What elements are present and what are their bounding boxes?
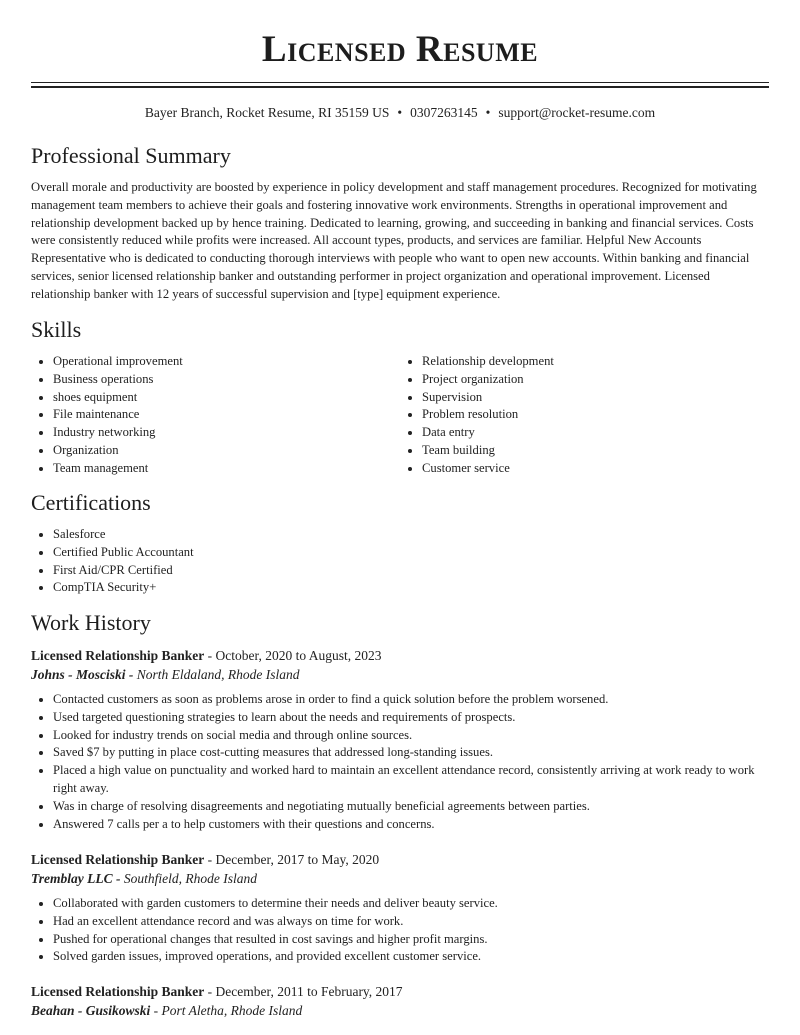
- job-bullet: • Saved $7 by putting in place cost-cutting measures that addressed long-standing issues.: [53, 744, 769, 762]
- job-bullets: [31, 691, 769, 833]
- job-location: Port Aletha, Rhode Island: [161, 1003, 303, 1018]
- contact-phone: 0307263145: [410, 105, 478, 120]
- job-bullets: [31, 895, 769, 966]
- job-bullet: • Used targeted questioning strategies to learn about the needs and requirements of prospects.: [53, 709, 769, 727]
- header-divider-thin: [31, 82, 769, 83]
- summary-heading: Professional Summary: [31, 143, 231, 168]
- job-entry: [31, 646, 769, 833]
- job-company: Johns - Mosciski: [31, 667, 126, 682]
- skill-item: • Organization: [53, 442, 400, 460]
- job-bullet: • Placed a high value on punctuality and worked hard to maintain an excellent attendance record, consistently arriving at work ready to work right away.: [53, 762, 769, 798]
- skill-item: • Industry networking: [53, 424, 400, 442]
- skill-item: • Relationship development: [422, 353, 769, 371]
- job-company-line: [31, 665, 769, 685]
- job-title: Licensed Relationship Banker: [31, 648, 205, 663]
- job-dash: -: [150, 1003, 162, 1018]
- certification-item: • CompTIA Security+: [53, 579, 194, 597]
- skill-item: • shoes equipment: [53, 389, 400, 407]
- job-dash: -: [125, 667, 137, 682]
- job-title: Licensed Relationship Banker: [31, 984, 205, 999]
- job-bullet: • Had an excellent attendance record and was always on time for work.: [53, 913, 769, 931]
- header-divider-thick: [31, 86, 769, 88]
- resume-name: Licensed Resume: [261, 29, 539, 70]
- contact-email: support@rocket-resume.com: [498, 105, 656, 120]
- resume-page: [31, 0, 769, 1018]
- job-dash: -: [204, 648, 216, 663]
- contact-address: Bayer Branch, Rocket Resume, RI 35159 US: [144, 105, 390, 120]
- skill-item: • Supervision: [422, 389, 769, 407]
- job-dash: -: [204, 852, 216, 867]
- contact-separator: •: [485, 105, 491, 120]
- skill-item: • Customer service: [422, 460, 769, 478]
- job-bullet: • Contacted customers as soon as problems arose in order to find a quick solution before the problem worsened.: [53, 691, 769, 709]
- certification-item: • Salesforce: [53, 526, 194, 544]
- summary-text: Overall morale and productivity are boosted by experience in policy development and staff management procedures. Recognized for motivating management team members to achieve their goals and fostering innovative work environments. Strengths in operational improvement and relationship development backed up by hence training. Dedicated to learning, growing, and succeeding in banking and financial services. Costs were consistently reduced while profits were increased. All account types, products, and services are familiar. Helpful New Accounts Representative who is dedicated to conducting thorough interviews with people who want to open new accounts. Within banking and financial services, senior licensed relationship banker and outstanding performer in project organization and operational improvement. Licensed relationship banker with 12 years of successful supervision and [type] equipment experience.: [31, 180, 757, 301]
- skills-list: [31, 353, 769, 478]
- job-dates: December, 2011 to February, 2017: [215, 984, 403, 999]
- skill-item: • Data entry: [422, 424, 769, 442]
- job-company: Beahan - Gusikowski: [31, 1003, 151, 1018]
- job-dates: December, 2017 to May, 2020: [215, 852, 380, 867]
- job-location: Southfield, Rhode Island: [123, 871, 257, 886]
- skills-column-left: [31, 353, 400, 478]
- job-header: [31, 982, 769, 1001]
- job-dash: -: [112, 871, 124, 886]
- skill-item: • Team management: [53, 460, 400, 478]
- job-bullet: • Was in charge of resolving disagreements and negotiating mutually beneficial agreements between parties.: [53, 798, 769, 816]
- job-entry: [31, 850, 769, 966]
- job-company: Tremblay LLC: [31, 871, 113, 886]
- job-bullet: • Solved garden issues, improved operations, and provided excellent customer service.: [53, 948, 769, 966]
- job-entry: [31, 982, 769, 1021]
- certification-item: • First Aid/CPR Certified: [53, 562, 194, 580]
- job-bullet: • Collaborated with garden customers to determine their needs and deliver beauty service.: [53, 895, 769, 913]
- skill-item: • Business operations: [53, 371, 400, 389]
- job-bullet: • Answered 7 calls per a to help customers with their questions and concerns.: [53, 816, 769, 834]
- skill-item: • Project organization: [422, 371, 769, 389]
- work-history-heading: Work History: [31, 610, 151, 635]
- job-dash: -: [204, 984, 216, 999]
- contact-separator: •: [397, 105, 403, 120]
- job-header: [31, 850, 769, 869]
- certifications-list: [31, 526, 194, 597]
- job-company-line: [31, 869, 769, 889]
- job-company-line: [31, 1001, 769, 1021]
- skill-item: • Problem resolution: [422, 406, 769, 424]
- skill-item: • Operational improvement: [53, 353, 400, 371]
- job-bullet: • Pushed for operational changes that resulted in cost savings and higher profit margins.: [53, 931, 769, 949]
- job-title: Licensed Relationship Banker: [31, 852, 205, 867]
- job-dates: October, 2020 to August, 2023: [215, 648, 382, 663]
- skills-column-right: [400, 353, 769, 478]
- contact-line: [31, 104, 769, 122]
- skills-heading: Skills: [31, 317, 82, 342]
- job-bullet: • Looked for industry trends on social media and through online sources.: [53, 727, 769, 745]
- skill-item: • Team building: [422, 442, 769, 460]
- job-location: North Eldaland, Rhode Island: [136, 667, 300, 682]
- job-header: [31, 646, 769, 665]
- certifications-heading: Certifications: [31, 490, 151, 515]
- certification-item: • Certified Public Accountant: [53, 544, 194, 562]
- skill-item: • File maintenance: [53, 406, 400, 424]
